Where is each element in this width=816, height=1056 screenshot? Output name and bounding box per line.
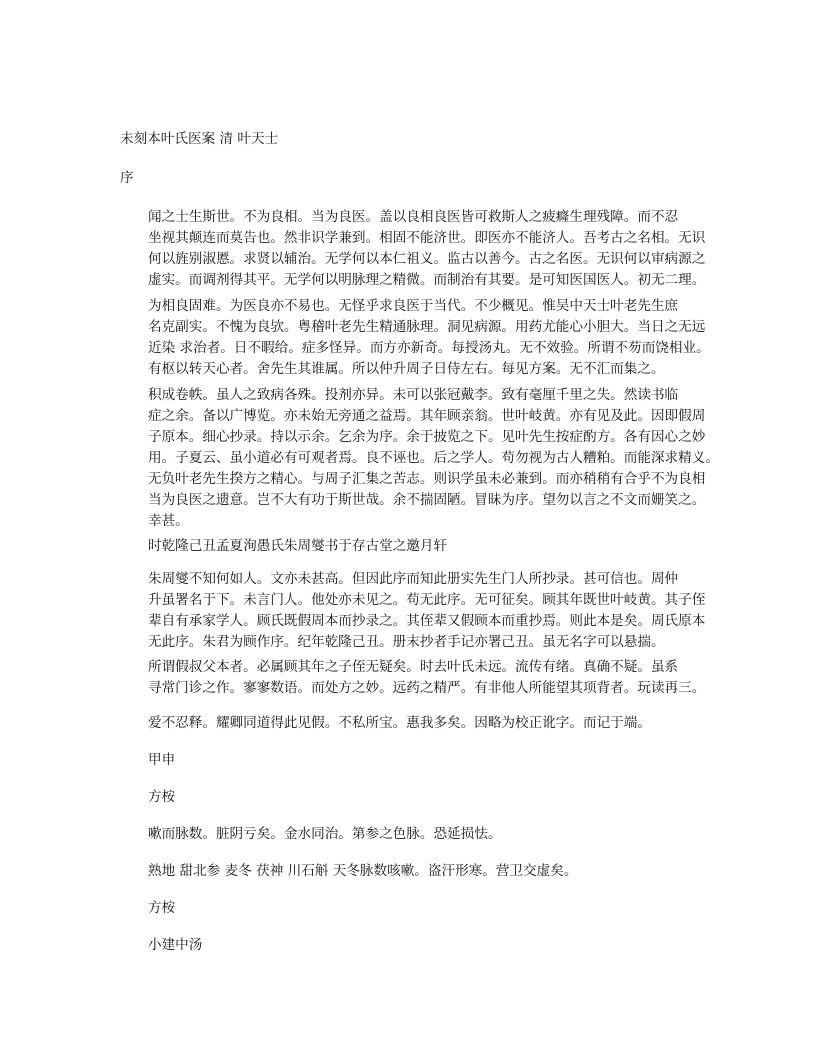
case-heading: 甲申: [148, 752, 176, 768]
postscript-paragraph-1: 朱周燮不知何如人。文亦未甚高。但因此序而知此册实先生门人所抄录。甚可信也。周仲 升虽署名于下。未言门人。他处亦未见之。苟无此序。无可征矣。顾其年既世叶岐黄。其子侄 辈自有承家学人。顾氏既假周本而抄录之。其侄辈又假顾本而重抄焉。则此本是矣。周氏原本 无此序。朱君为顾作序。纪年乾隆己丑。册末抄者手记亦署己丑。虽无名字可以悬揣。: [148, 571, 706, 650]
dateline: 时乾隆己丑孟夏洵愚氏朱周燮书于存古堂之邀月轩: [148, 538, 448, 554]
case-label: 方桉: [148, 789, 176, 805]
preface-paragraph-1: 闻之士生斯世。不为良相。当为良医。盖以良相良医皆可救斯人之疲癃生理残障。而不忍 坐视其颠连而莫告也。然非识学兼到。相固不能济世。即医亦不能济人。吾考古之名相。无识 何以旌别淑慝。求贤以辅治。无学何以本仁祖义。监古以善今。古之名医。无识何以审病源之 虚实。而调剂得其平。无学何以明脉理之精微。而制治有其要。是可知医国医人。初无二理。: [148, 209, 706, 288]
case-symptoms: 嗽而脉数。脏阴亏矣。金水同治。第参之色脉。恐延损怯。: [148, 826, 502, 842]
case-prescription: 熟地 甜北参 麦冬 茯神 川石斛 天冬脉数咳嗽。盗汗形寒。营卫交虚矣。: [148, 863, 578, 879]
postscript-paragraph-3: 爱不忍释。耀卿同道得此见假。不私所宝。惠我多矣。因略为校正讹字。而记于端。: [148, 715, 651, 731]
preface-paragraph-3: 积成卷帙。虽人之致病各殊。投剂亦异。未可以张冠戴李。致有毫厘千里之失。然读书临 症之余。备以广博览。亦未始无旁通之益焉。其年顾亲翁。世叶岐黄。亦有见及此。因即假周 子原本。细心抄录。持以示余。乞余为序。余于披览之下。见叶先生按症酌方。各有因心之妙 用。子夏云、虽小道必有可观者焉。良不诬也。后之学人。苟勿视为古人糟粕。而能深求精义。 无负叶老先生揆方之精心。与周子汇集之苦志。则识学虽未必兼到。而亦稍稍有合乎不为良相 当为良医之遗意。岂不大有功于斯世哉。余不揣固陋。冒昧为序。望勿以言之不文而姗笑之。 幸甚。: [148, 387, 719, 529]
preface-paragraph-2: 为相良固难。为医良亦不易也。无怪乎求良医于当代。不少概见。惟吴中天士叶老先生庶 名克副实。不愧为良欤。粤稽叶老先生精通脉理。洞见病源。用药尤能心小胆大。当日之无远 近染 求治者。日不暇给。症多怪异。而方亦新奇。每授汤丸。无不效验。所谓不芴而饶相业。 有枢以转天心者。舍先生其谁属。所以仲升周子日侍左右。每见方案。无不汇而集之。: [148, 298, 710, 377]
preface-heading: 序: [120, 170, 134, 186]
postscript-paragraph-2: 所谓假叔父本者。必属顾其年之子侄无疑矣。时去叶氏未远。流传有绪。真确不疑。虽系 寻常门诊之作。寥寥数语。而处方之妙。远药之精严。有非他人所能望其项背者。玩读再三。: [148, 659, 706, 696]
case-label: 方桉: [148, 900, 176, 916]
case-formula: 小建中汤: [148, 937, 203, 953]
document-title: 未刻本叶氏医案 清 叶天士: [120, 131, 279, 147]
